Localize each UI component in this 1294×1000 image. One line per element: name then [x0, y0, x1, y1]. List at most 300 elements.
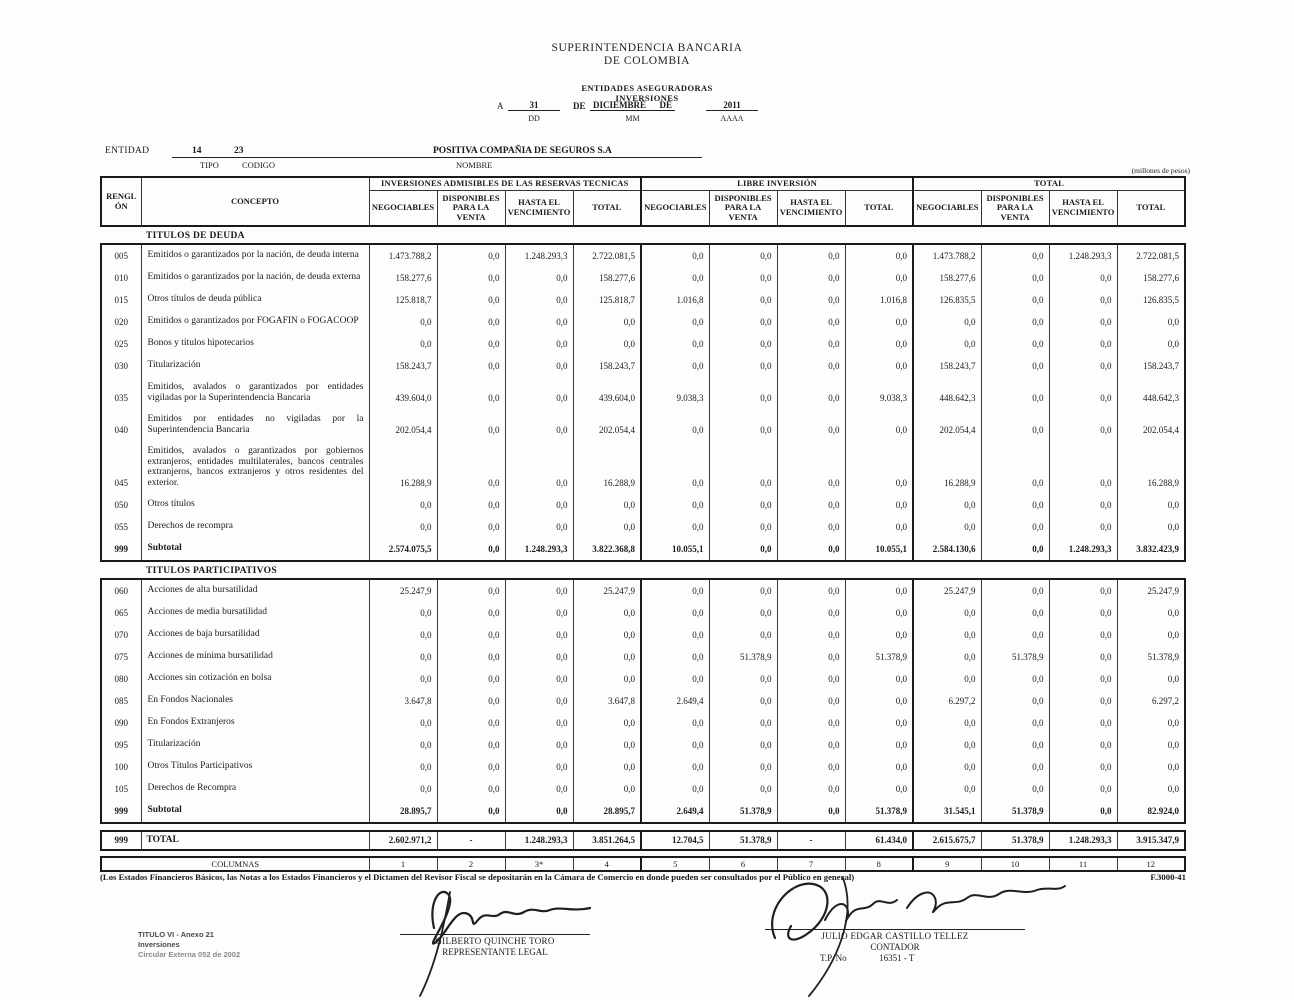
cell-value: 0,0	[981, 778, 1049, 800]
cell-value: 0,0	[573, 778, 641, 800]
date-month-field	[590, 100, 675, 111]
cell-value: 0,0	[641, 311, 709, 333]
cell-value: 0,0	[369, 311, 437, 333]
cell-value: 0,0	[845, 244, 913, 267]
cell-value: 0,0	[981, 624, 1049, 646]
entity-codigo-label: CODIGO	[242, 160, 276, 170]
cell-value: 0,0	[913, 494, 981, 516]
group-header-row	[101, 177, 1185, 190]
cell-value: 0,0	[505, 409, 573, 441]
section-title-participativos: TITULOS PARTICIPATIVOS	[146, 566, 277, 576]
cell-value: 0,0	[369, 333, 437, 355]
admin-line3: Circular Externa 052 de 2002	[138, 950, 241, 959]
cell-value: 51.378,9	[845, 800, 913, 823]
signature-line-left	[400, 934, 590, 935]
table-row-020	[101, 311, 1185, 333]
row-renglon: 075	[101, 646, 141, 668]
cell-value: 0,0	[981, 494, 1049, 516]
table-row-105	[101, 778, 1185, 800]
cell-value: 0,0	[981, 409, 1049, 441]
columnas-number: 12	[1117, 857, 1185, 871]
entity-code-underline	[172, 145, 470, 158]
cell-value: 2.649,4	[641, 800, 709, 823]
cell-value: 0,0	[641, 646, 709, 668]
form-code: F.3000-41	[1150, 872, 1186, 882]
table-row-060	[101, 579, 1185, 602]
cell-value: 0,0	[505, 712, 573, 734]
cell-value: 0,0	[981, 756, 1049, 778]
units-note: (millones de pesos)	[1131, 166, 1190, 175]
cell-value: 0,0	[709, 734, 777, 756]
cell-value: 0,0	[505, 516, 573, 538]
cell-value: 0,0	[1049, 712, 1117, 734]
cell-value: 0,0	[845, 333, 913, 355]
col-header-total: TOTAL	[573, 190, 641, 226]
org-title-line2: DE COLOMBIA	[603, 55, 691, 67]
row-concepto: Acciones de media bursatilidad	[141, 602, 369, 624]
cell-value: 0,0	[845, 494, 913, 516]
total-cell-value: -	[437, 831, 505, 850]
cell-value: 25.247,9	[369, 579, 437, 602]
total-cell-value: 2.602.971,2	[369, 831, 437, 850]
cell-value: 0,0	[777, 409, 845, 441]
cell-value: 0,0	[573, 602, 641, 624]
cell-value: 0,0	[573, 712, 641, 734]
cell-value: 0,0	[437, 668, 505, 690]
cell-value: 10.055,1	[641, 538, 709, 561]
cell-value: 0,0	[913, 734, 981, 756]
cell-value: 158.277,6	[573, 267, 641, 289]
cell-value: 0,0	[573, 646, 641, 668]
cell-value: 0,0	[845, 668, 913, 690]
cell-value: 0,0	[1049, 778, 1117, 800]
cell-value: 0,0	[845, 712, 913, 734]
cell-value: 0,0	[437, 441, 505, 494]
row-renglon: 010	[101, 267, 141, 289]
cell-value: 0,0	[981, 267, 1049, 289]
col-header-negociables: NEGOCIABLES	[369, 190, 437, 226]
cell-value: 0,0	[505, 377, 573, 409]
columnas-number: 3*	[505, 857, 573, 871]
cell-value: 0,0	[845, 441, 913, 494]
table-row-999	[101, 538, 1185, 561]
table-row-050	[101, 494, 1185, 516]
cell-value: 0,0	[1117, 712, 1185, 734]
grand-total-row	[101, 831, 1185, 850]
cell-value: 0,0	[505, 624, 573, 646]
col-header-disponibles-para-la-venta: DISPONIBLES PARA LA VENTA	[709, 190, 777, 226]
cell-value: 0,0	[777, 756, 845, 778]
cell-value: 51.378,9	[981, 800, 1049, 823]
cell-value: 0,0	[437, 267, 505, 289]
total-cell-value: 51.378,9	[981, 831, 1049, 850]
cell-value: 0,0	[505, 756, 573, 778]
row-renglon: 060	[101, 579, 141, 602]
cell-value: 0,0	[505, 267, 573, 289]
cell-value: 16.288,9	[1117, 441, 1185, 494]
row-renglon: 999	[101, 800, 141, 823]
cell-value: 0,0	[573, 734, 641, 756]
cell-value: 158.277,6	[913, 267, 981, 289]
row-concepto: Emitidos, avalados o garantizados por gobiernos extranjeros, entidades multilaterales, bancos centrales extranjeros, bancos extranjeros y otros residentes del exterior.	[141, 441, 369, 494]
signature-line-right	[765, 929, 1025, 930]
row-renglon: 065	[101, 602, 141, 624]
cell-value: 0,0	[709, 333, 777, 355]
cell-value: 0,0	[845, 756, 913, 778]
cell-value: 0,0	[777, 377, 845, 409]
cell-value: 0,0	[1049, 441, 1117, 494]
row-renglon: 050	[101, 494, 141, 516]
cell-value: 0,0	[369, 646, 437, 668]
cell-value: 0,0	[709, 311, 777, 333]
admin-line2: Inversiones	[138, 940, 180, 949]
col-header-disponibles-para-la-venta: DISPONIBLES PARA LA VENTA	[437, 190, 505, 226]
date-de1: DE	[573, 101, 586, 111]
cell-value: 0,0	[437, 756, 505, 778]
row-renglon: 085	[101, 690, 141, 712]
cell-value: 0,0	[573, 516, 641, 538]
cell-value: 51.378,9	[709, 646, 777, 668]
cell-value: 0,0	[369, 668, 437, 690]
cell-value: 439.604,0	[369, 377, 437, 409]
cell-value: 0,0	[1117, 756, 1185, 778]
group-header-total: TOTAL	[913, 177, 1185, 190]
cell-value: 0,0	[505, 690, 573, 712]
cell-value: 0,0	[981, 579, 1049, 602]
date-year-field: 2011	[706, 100, 758, 111]
cell-value: 0,0	[845, 355, 913, 377]
row-concepto: Emitidos o garantizados por la nación, de deuda externa	[141, 267, 369, 289]
entity-name-label: NOMBRE	[456, 160, 493, 170]
cell-value: 2.584.130,6	[913, 538, 981, 561]
cell-value: 2.649,4	[641, 690, 709, 712]
cell-value: 0,0	[641, 333, 709, 355]
deposit-note: (Los Estados Financieros Básicos, las Notas a los Estados Financieros y el Dictamen del Revisor Fiscal se depositarán en la Cámara de Comercio en donde pueden ser consultados por el Público en general)	[100, 872, 855, 882]
cell-value: 0,0	[641, 712, 709, 734]
row-concepto: Derechos de recompra	[141, 516, 369, 538]
cell-value: 0,0	[913, 624, 981, 646]
date-month: DICIEMBRE	[593, 100, 647, 110]
table-row-025	[101, 333, 1185, 355]
cell-value: 1.248.293,3	[505, 538, 573, 561]
form-title-line1: ENTIDADES ASEGURADORAS	[581, 83, 713, 93]
cell-value: 0,0	[777, 267, 845, 289]
entity-codigo-value: 23	[234, 146, 244, 156]
cell-value: 6.297,2	[1117, 690, 1185, 712]
group-header-libre-inversion: LIBRE INVERSIÓN	[641, 177, 913, 190]
section-title-deuda: TITULOS DE DEUDA	[146, 231, 245, 241]
col-header-total: TOTAL	[1117, 190, 1185, 226]
row-concepto: Titularización	[141, 355, 369, 377]
columnas-number: 6	[709, 857, 777, 871]
cell-value: 0,0	[913, 516, 981, 538]
date-year-label: AAAA	[720, 114, 744, 123]
row-concepto: Acciones de mínima bursatilidad	[141, 646, 369, 668]
cell-value: 0,0	[777, 441, 845, 494]
date-day-field: 31	[508, 100, 560, 111]
cell-value: 0,0	[709, 538, 777, 561]
cell-value: 51.378,9	[709, 800, 777, 823]
total-cell-value: 1.248.293,3	[505, 831, 573, 850]
cell-value: 0,0	[913, 668, 981, 690]
cell-value: 0,0	[437, 734, 505, 756]
row-renglon: 025	[101, 333, 141, 355]
cell-value: 2.722.081,5	[573, 244, 641, 267]
cell-value: 0,0	[1117, 494, 1185, 516]
table-row-030	[101, 355, 1185, 377]
cell-value: 0,0	[369, 494, 437, 516]
date-de2: DE	[659, 100, 672, 110]
sign-right-name: JULIO EDGAR CASTILLO TELLEZ	[821, 931, 969, 941]
cell-value: 126.835,5	[913, 289, 981, 311]
row-renglon: 045	[101, 441, 141, 494]
cell-value: 0,0	[1049, 624, 1117, 646]
cell-value: 0,0	[709, 668, 777, 690]
cell-value: 9.038,3	[641, 377, 709, 409]
cell-value: 0,0	[1117, 668, 1185, 690]
cell-value: 25.247,9	[573, 579, 641, 602]
row-renglon: 105	[101, 778, 141, 800]
cell-value: 1.473.788,2	[369, 244, 437, 267]
cell-value: 0,0	[641, 441, 709, 494]
total-cell-value: 61.434,0	[845, 831, 913, 850]
total-cell-value: 12.704,5	[641, 831, 709, 850]
cell-value: 0,0	[1117, 624, 1185, 646]
row-concepto: Acciones de alta bursatilidad	[141, 579, 369, 602]
cell-value: 0,0	[1117, 734, 1185, 756]
cell-value: 0,0	[505, 333, 573, 355]
sign-right-role: CONTADOR	[870, 942, 920, 952]
cell-value: 0,0	[437, 333, 505, 355]
cell-value: 0,0	[1117, 602, 1185, 624]
row-renglon: 090	[101, 712, 141, 734]
cell-value: 0,0	[641, 579, 709, 602]
cell-value: 0,0	[981, 311, 1049, 333]
cell-value: 0,0	[437, 377, 505, 409]
cell-value: 0,0	[777, 712, 845, 734]
cell-value: 0,0	[709, 579, 777, 602]
cell-value: 0,0	[573, 494, 641, 516]
row-concepto: Acciones de baja bursatilidad	[141, 624, 369, 646]
columnas-number: 7	[777, 857, 845, 871]
cell-value: 0,0	[505, 311, 573, 333]
cell-value: 0,0	[709, 602, 777, 624]
cell-value: 0,0	[1049, 289, 1117, 311]
cell-value: 0,0	[709, 516, 777, 538]
cell-value: 0,0	[981, 289, 1049, 311]
columnas-number: 9	[913, 857, 981, 871]
cell-value: 10.055,1	[845, 538, 913, 561]
cell-value: 51.378,9	[1117, 646, 1185, 668]
cell-value: 0,0	[709, 409, 777, 441]
cell-value: 0,0	[709, 690, 777, 712]
cell-value: 0,0	[437, 579, 505, 602]
cell-value: 0,0	[913, 333, 981, 355]
cell-value: 31.545,1	[913, 800, 981, 823]
cell-value: 16.288,9	[913, 441, 981, 494]
cell-value: 0,0	[1049, 516, 1117, 538]
cell-value: 2.722.081,5	[1117, 244, 1185, 267]
tp-label: T.P. No	[820, 953, 847, 963]
cell-value: 1.248.293,3	[1049, 538, 1117, 561]
cell-value: 0,0	[777, 538, 845, 561]
columnas-number: 4	[573, 857, 641, 871]
total-concepto: TOTAL	[141, 831, 369, 850]
cell-value: 16.288,9	[369, 441, 437, 494]
cell-value: 0,0	[505, 734, 573, 756]
cell-value: 0,0	[437, 516, 505, 538]
cell-value: 3.832.423,9	[1117, 538, 1185, 561]
cell-value: 0,0	[1049, 734, 1117, 756]
cell-value: 0,0	[709, 267, 777, 289]
cell-value: 0,0	[505, 289, 573, 311]
cell-value: 2.574.075,5	[369, 538, 437, 561]
cell-value: 0,0	[981, 244, 1049, 267]
cell-value: 158.243,7	[1117, 355, 1185, 377]
col-header-negociables: NEGOCIABLES	[913, 190, 981, 226]
cell-value: 202.054,4	[1117, 409, 1185, 441]
cell-value: 0,0	[709, 377, 777, 409]
cell-value: 0,0	[913, 646, 981, 668]
cell-value: 0,0	[505, 800, 573, 823]
entity-name-value: POSITIVA COMPAÑIA DE SEGUROS S.A	[433, 146, 612, 156]
cell-value: 82.924,0	[1117, 800, 1185, 823]
cell-value: 0,0	[709, 289, 777, 311]
cell-value: 158.243,7	[573, 355, 641, 377]
cell-value: 0,0	[913, 712, 981, 734]
table-row-005	[101, 244, 1185, 267]
col-header-total: TOTAL	[845, 190, 913, 226]
cell-value: 158.243,7	[369, 355, 437, 377]
cell-value: 0,0	[573, 668, 641, 690]
cell-value: 439.604,0	[573, 377, 641, 409]
cell-value: 0,0	[777, 778, 845, 800]
columnas-number: 2	[437, 857, 505, 871]
table-row-055	[101, 516, 1185, 538]
cell-value: 0,0	[369, 778, 437, 800]
cell-value: 0,0	[777, 646, 845, 668]
row-renglon: 005	[101, 244, 141, 267]
col-header-concepto: CONCEPTO	[141, 177, 369, 226]
row-concepto: Emitidos, avalados o garantizados por entidades vigiladas por la Superintendencia Bancaria	[141, 377, 369, 409]
grand-total-table	[100, 830, 1186, 851]
cell-value: 448.642,3	[913, 377, 981, 409]
cell-value: 0,0	[1049, 409, 1117, 441]
cell-value: 0,0	[437, 800, 505, 823]
cell-value: 0,0	[777, 311, 845, 333]
entity-name-underline	[430, 145, 702, 158]
cell-value: 0,0	[437, 624, 505, 646]
cell-value: 1.016,8	[845, 289, 913, 311]
cell-value: 0,0	[369, 516, 437, 538]
cell-value: 0,0	[1049, 668, 1117, 690]
col-header-hasta-el-vencimiento: HASTA EL VENCIMIENTO	[777, 190, 845, 226]
cell-value: 0,0	[1049, 311, 1117, 333]
row-concepto: Emitidos por entidades no vigiladas por la Superintendencia Bancaria	[141, 409, 369, 441]
cell-value: 0,0	[981, 441, 1049, 494]
signature-representante-legal	[388, 872, 618, 998]
row-renglon: 999	[101, 538, 141, 561]
cell-value: 0,0	[845, 409, 913, 441]
cell-value: 0,0	[437, 712, 505, 734]
cell-value: 0,0	[777, 690, 845, 712]
row-renglon: 035	[101, 377, 141, 409]
cell-value: 28.895,7	[573, 800, 641, 823]
cell-value: 0,0	[777, 494, 845, 516]
cell-value: 0,0	[777, 800, 845, 823]
cell-value: 1.016,8	[641, 289, 709, 311]
row-renglon: 070	[101, 624, 141, 646]
table-row-045	[101, 441, 1185, 494]
row-concepto: Titularización	[141, 734, 369, 756]
cell-value: 125.818,7	[573, 289, 641, 311]
cell-value: 0,0	[641, 778, 709, 800]
cell-value: 0,0	[1117, 516, 1185, 538]
cell-value: 0,0	[369, 756, 437, 778]
entity-tipo-value: 14	[192, 146, 202, 156]
cell-value: 0,0	[1049, 333, 1117, 355]
cell-value: 0,0	[981, 668, 1049, 690]
total-cell-value: 3.915.347,9	[1117, 831, 1185, 850]
table-row-065	[101, 602, 1185, 624]
row-concepto: Otros títulos de deuda pública	[141, 289, 369, 311]
row-renglon: 095	[101, 734, 141, 756]
row-concepto: Bonos y títulos hipotecarios	[141, 333, 369, 355]
row-renglon: 100	[101, 756, 141, 778]
cell-value: 0,0	[505, 494, 573, 516]
table-row-090	[101, 712, 1185, 734]
cell-value: 0,0	[573, 756, 641, 778]
cell-value: 0,0	[505, 778, 573, 800]
cell-value: 0,0	[369, 624, 437, 646]
table-row-035	[101, 377, 1185, 409]
cell-value: 0,0	[1049, 267, 1117, 289]
cell-value: 0,0	[437, 244, 505, 267]
cell-value: 0,0	[777, 734, 845, 756]
row-concepto: Emitidos o garantizados por FOGAFIN o FOGACOOP	[141, 311, 369, 333]
row-renglon: 020	[101, 311, 141, 333]
cell-value: 202.054,4	[573, 409, 641, 441]
cell-value: 0,0	[505, 579, 573, 602]
admin-line1: TITULO VI - Anexo 21	[138, 930, 214, 939]
total-cell-value: 1.248.293,3	[1049, 831, 1117, 850]
main-table-area	[100, 176, 1186, 872]
col-header-disponibles-para-la-venta: DISPONIBLES PARA LA VENTA	[981, 190, 1049, 226]
cell-value: 0,0	[505, 441, 573, 494]
col-header-renglon: RENGLÓN	[101, 177, 141, 226]
cell-value: 126.835,5	[1117, 289, 1185, 311]
cell-value: 0,0	[505, 646, 573, 668]
cell-value: 0,0	[1049, 646, 1117, 668]
cell-value: 0,0	[845, 602, 913, 624]
cell-value: 0,0	[913, 756, 981, 778]
columnas-number: 5	[641, 857, 709, 871]
form-title-line2: INVERSIONES	[615, 92, 679, 103]
cell-value: 25.247,9	[1117, 579, 1185, 602]
cell-value: 0,0	[437, 494, 505, 516]
cell-value: 0,0	[1049, 355, 1117, 377]
cell-value: 0,0	[777, 289, 845, 311]
cell-value: 1.248.293,3	[505, 244, 573, 267]
table-row-085	[101, 690, 1185, 712]
signature-contador	[745, 858, 1075, 998]
table-header	[100, 176, 1186, 227]
cell-value: 0,0	[777, 516, 845, 538]
cell-value: 0,0	[845, 624, 913, 646]
cell-value: 0,0	[709, 712, 777, 734]
cell-value: 25.247,9	[913, 579, 981, 602]
cell-value: 0,0	[709, 244, 777, 267]
